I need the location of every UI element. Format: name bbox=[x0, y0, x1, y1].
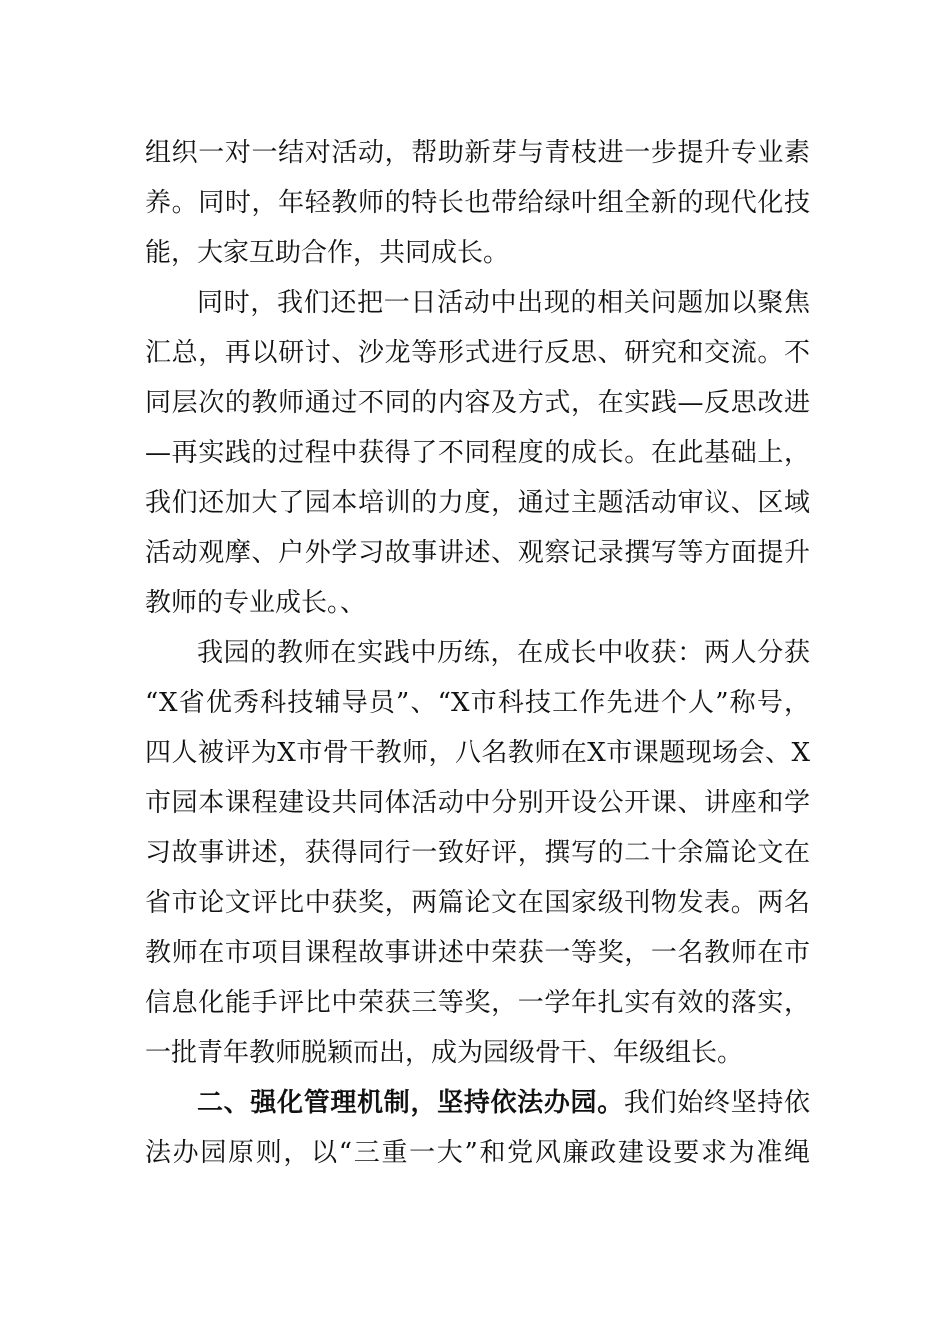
paragraph-3-line-8: 信息化能手评比中荣获三等奖，一学年扎实有效的落实， bbox=[145, 988, 810, 1018]
paragraph-2-line-4: —再实践的过程中获得了不同程度的成长。在此基础上， bbox=[145, 438, 810, 468]
paragraph-3-line-7: 教师在市项目课程故事讲述中荣获一等奖，一名教师在市 bbox=[145, 938, 810, 968]
paragraph-3-line-3: 四人被评为X市骨干教师，八名教师在X市课题现场会、X bbox=[145, 738, 810, 768]
paragraph-3-line-6: 省市论文评比中获奖，两篇论文在国家级刊物发表。两名 bbox=[145, 888, 810, 918]
paragraph-2-line-6: 活动观摩、户外学习故事讲述、观察记录撰写等方面提升 bbox=[145, 538, 810, 568]
paragraph-2-line-2: 汇总，再以研讨、沙龙等形式进行反思、研究和交流。不 bbox=[145, 338, 810, 368]
paragraph-2-line-7: 教师的专业成长。、 bbox=[145, 588, 367, 618]
paragraph-2-line-5: 我们还加大了园本培训的力度，通过主题活动审议、区域 bbox=[145, 488, 810, 518]
paragraph-3-line-9: 一批青年教师脱颖而出，成为园级骨干、年级组长。 bbox=[145, 1038, 744, 1068]
paragraph-3-line-5: 习故事讲述，获得同行一致好评，撰写的二十余篇论文在 bbox=[145, 838, 810, 868]
paragraph-3-line-4: 市园本课程建设共同体活动中分别开设公开课、讲座和学 bbox=[145, 788, 810, 818]
paragraph-4-line-1 bbox=[197, 1083, 810, 1123]
paragraph-1-line-2: 养。同时，年轻教师的特长也带给绿叶组全新的现代化技 bbox=[145, 188, 810, 218]
paragraph-2-line-3: 同层次的教师通过不同的内容及方式，在实践—反思改进 bbox=[145, 388, 810, 418]
paragraph-4-line-2: 法办园原则，以“三重一大”和党风廉政建设要求为准绳 bbox=[145, 1138, 810, 1168]
section-heading: 二、强化管理机制，坚持依法办园。 bbox=[197, 1088, 624, 1118]
paragraph-1-line-3: 能，大家互助合作，共同成长。 bbox=[145, 238, 510, 268]
paragraph-1-line-1: 组织一对一结对活动，帮助新芽与青枝进一步提升专业素 bbox=[145, 138, 810, 168]
paragraph-3-line-2: “X省优秀科技辅导员”、“X市科技工作先进个人”称号， bbox=[145, 688, 810, 718]
section-heading-continuation: 我们始终坚持依 bbox=[623, 1088, 810, 1118]
paragraph-2-line-1: 同时，我们还把一日活动中出现的相关问题加以聚焦 bbox=[197, 288, 810, 318]
paragraph-3-line-1: 我园的教师在实践中历练，在成长中收获：两人分获 bbox=[197, 638, 810, 668]
